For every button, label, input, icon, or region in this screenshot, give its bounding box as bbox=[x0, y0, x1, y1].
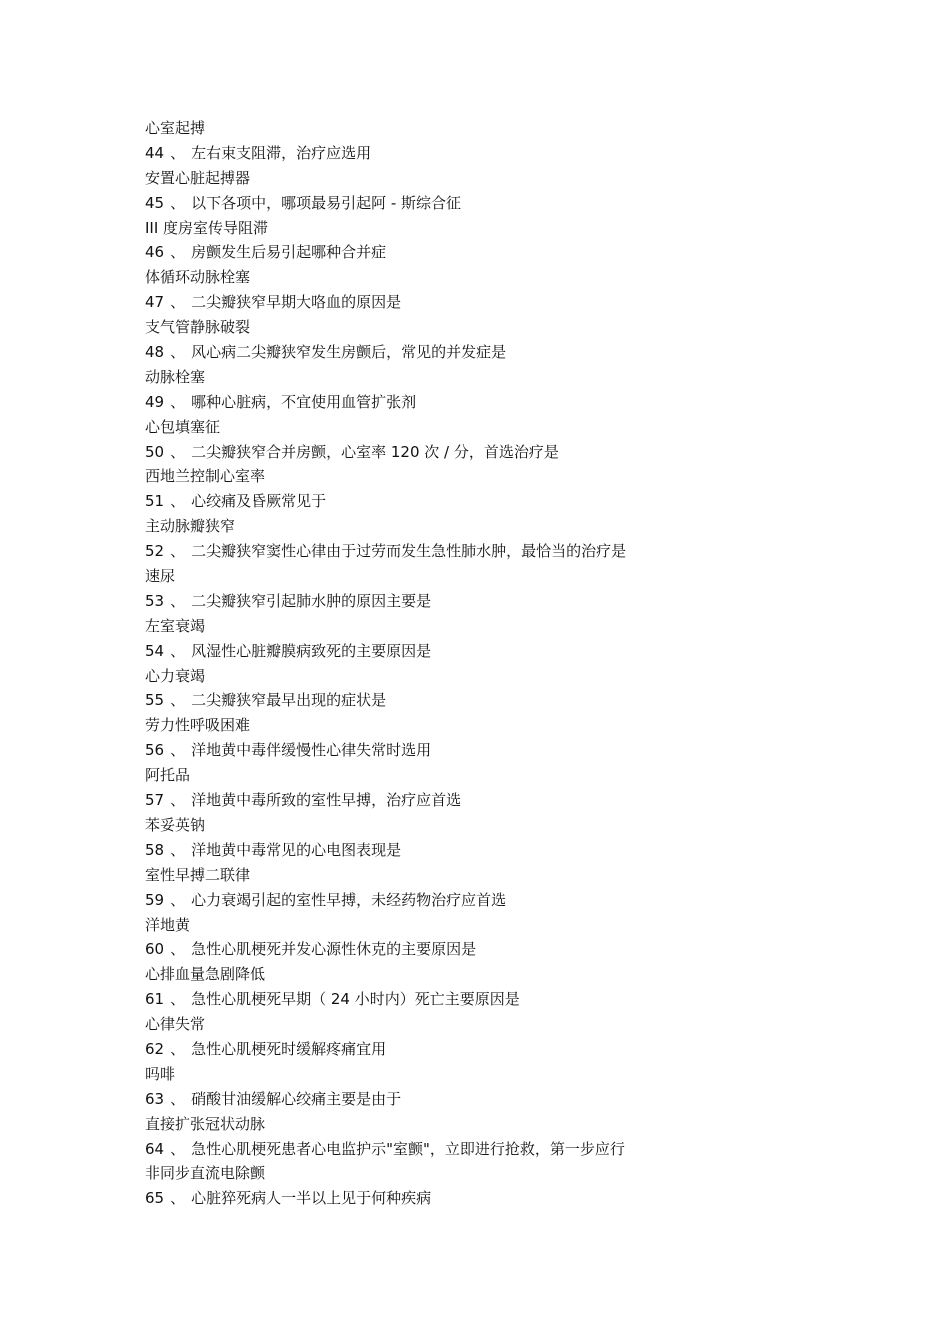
question-number: 47 bbox=[145, 293, 165, 312]
question-separator: 、 bbox=[170, 940, 186, 959]
question-text: 心脏猝死病人一半以上见于何种疾病 bbox=[191, 1189, 432, 1208]
question-text: 急性心肌梗死时缓解疼痛宜用 bbox=[191, 1039, 387, 1058]
question-line bbox=[145, 340, 865, 365]
question-separator: 、 bbox=[170, 392, 186, 411]
question-number: 60 bbox=[145, 940, 165, 959]
answer-line: 直接扩张冠状动脉 bbox=[145, 1114, 266, 1133]
question-text: 房颤发生后易引起哪种合并症 bbox=[191, 243, 387, 262]
question-separator: 、 bbox=[170, 691, 186, 710]
document-body bbox=[145, 116, 865, 1211]
answer-line: 支气管静脉破裂 bbox=[145, 318, 251, 337]
answer-line: 主动脉瓣狭窄 bbox=[145, 517, 236, 536]
question-separator: 、 bbox=[170, 343, 186, 362]
question-number: 55 bbox=[145, 691, 165, 710]
question-text: 洋地黄中毒常见的心电图表现是 bbox=[191, 840, 402, 859]
question-separator: 、 bbox=[170, 990, 186, 1009]
question-text: 急性心肌梗死并发心源性休克的主要原因是 bbox=[191, 940, 477, 959]
question-number: 65 bbox=[145, 1189, 165, 1208]
question-separator: 、 bbox=[170, 143, 186, 162]
question-text: 洋地黄中毒所致的室性早搏，治疗应首选 bbox=[191, 791, 462, 810]
question-number: 56 bbox=[145, 741, 165, 760]
question-text: 洋地黄中毒伴缓慢性心律失常时选用 bbox=[191, 741, 432, 760]
question-text: 急性心肌梗死患者心电监护示"室颤"，立即进行抢救，第一步应行 bbox=[191, 1139, 625, 1158]
question-number: 63 bbox=[145, 1089, 165, 1108]
question-line bbox=[145, 688, 865, 713]
question-text: 急性心肌梗死早期（ 24 小时内）死亡主要原因是 bbox=[191, 990, 520, 1009]
question-number: 54 bbox=[145, 641, 165, 660]
question-separator: 、 bbox=[170, 840, 186, 859]
question-text: 风心病二尖瓣狭窄发生房颤后，常见的并发症是 bbox=[191, 343, 507, 362]
answer-line: 心力衰竭 bbox=[145, 666, 206, 685]
question-number: 59 bbox=[145, 890, 165, 909]
question-number: 64 bbox=[145, 1139, 165, 1158]
question-separator: 、 bbox=[170, 293, 186, 312]
question-number: 53 bbox=[145, 591, 165, 610]
question-separator: 、 bbox=[170, 1089, 186, 1108]
question-line bbox=[145, 1137, 865, 1162]
answer-line: 劳力性呼吸困难 bbox=[145, 716, 251, 735]
question-separator: 、 bbox=[170, 741, 186, 760]
question-separator: 、 bbox=[170, 641, 186, 660]
question-text: 二尖瓣狭窄最早出现的症状是 bbox=[191, 691, 387, 710]
question-line bbox=[145, 589, 865, 614]
question-number: 52 bbox=[145, 542, 165, 561]
question-text: 二尖瓣狭窄窦性心律由于过劳而发生急性肺水肿，最恰当的治疗是 bbox=[191, 542, 627, 561]
question-line bbox=[145, 639, 865, 664]
question-number: 61 bbox=[145, 990, 165, 1009]
question-number: 50 bbox=[145, 442, 165, 461]
question-number: 57 bbox=[145, 791, 165, 810]
question-separator: 、 bbox=[170, 1189, 186, 1208]
answer-line: 室性早搏二联律 bbox=[145, 865, 251, 884]
question-text: 心绞痛及昏厥常见于 bbox=[191, 492, 327, 511]
question-line bbox=[145, 1087, 865, 1112]
question-separator: 、 bbox=[170, 193, 186, 212]
answer-line: 心律失常 bbox=[145, 1015, 206, 1034]
answer-line: 苯妥英钠 bbox=[145, 815, 206, 834]
question-number: 62 bbox=[145, 1039, 165, 1058]
question-line bbox=[145, 788, 865, 813]
question-line bbox=[145, 1186, 865, 1211]
answer-line: 心室起搏 bbox=[145, 119, 206, 137]
question-text: 二尖瓣狭窄引起肺水肿的原因主要是 bbox=[191, 591, 432, 610]
answer-line: 体循环动脉栓塞 bbox=[145, 268, 251, 287]
answer-line: 洋地黄 bbox=[145, 915, 191, 934]
question-number: 45 bbox=[145, 193, 165, 212]
answer-line: 心包填塞征 bbox=[145, 417, 221, 436]
question-line bbox=[145, 539, 865, 564]
question-text: 二尖瓣狭窄早期大咯血的原因是 bbox=[191, 293, 402, 312]
question-text: 心力衰竭引起的室性早搏，未经药物治疗应首选 bbox=[191, 890, 507, 909]
answer-line: III 度房室传导阻滞 bbox=[145, 218, 269, 237]
question-number: 46 bbox=[145, 243, 165, 262]
question-line bbox=[145, 489, 865, 514]
question-line bbox=[145, 440, 865, 465]
question-text: 硝酸甘油缓解心绞痛主要是由于 bbox=[191, 1089, 402, 1108]
question-line bbox=[145, 141, 865, 166]
question-separator: 、 bbox=[170, 1139, 186, 1158]
question-text: 左右束支阻滞，治疗应选用 bbox=[191, 143, 372, 162]
answer-line: 非同步直流电除颤 bbox=[145, 1164, 266, 1183]
question-line bbox=[145, 888, 865, 913]
question-text: 以下各项中，哪项最易引起阿 - 斯综合征 bbox=[191, 193, 462, 212]
question-number: 51 bbox=[145, 492, 165, 511]
question-text: 二尖瓣狭窄合并房颤，心室率 120 次 / 分，首选治疗是 bbox=[191, 442, 559, 461]
question-line bbox=[145, 191, 865, 216]
question-line bbox=[145, 838, 865, 863]
question-list bbox=[145, 141, 865, 1211]
answer-line: 左室衰竭 bbox=[145, 616, 206, 635]
question-text: 哪种心脏病，不宜使用血管扩张剂 bbox=[191, 392, 417, 411]
question-separator: 、 bbox=[170, 591, 186, 610]
answer-line: 速尿 bbox=[145, 567, 176, 586]
question-number: 48 bbox=[145, 343, 165, 362]
question-line bbox=[145, 240, 865, 265]
answer-line: 阿托品 bbox=[145, 766, 191, 785]
question-line bbox=[145, 987, 865, 1012]
question-number: 49 bbox=[145, 392, 165, 411]
question-line bbox=[145, 1037, 865, 1062]
answer-line: 心排血量急剧降低 bbox=[145, 965, 266, 984]
question-separator: 、 bbox=[170, 791, 186, 810]
question-separator: 、 bbox=[170, 542, 186, 561]
question-line bbox=[145, 937, 865, 962]
question-separator: 、 bbox=[170, 1039, 186, 1058]
question-separator: 、 bbox=[170, 492, 186, 511]
question-number: 44 bbox=[145, 143, 165, 162]
question-separator: 、 bbox=[170, 442, 186, 461]
question-separator: 、 bbox=[170, 890, 186, 909]
answer-line: 吗啡 bbox=[145, 1064, 176, 1083]
question-text: 风湿性心脏瓣膜病致死的主要原因是 bbox=[191, 641, 432, 660]
answer-line: 安置心脏起搏器 bbox=[145, 168, 251, 187]
question-separator: 、 bbox=[170, 243, 186, 262]
question-line bbox=[145, 738, 865, 763]
question-line bbox=[145, 390, 865, 415]
answer-line: 西地兰控制心室率 bbox=[145, 467, 266, 486]
question-line bbox=[145, 290, 865, 315]
answer-line: 动脉栓塞 bbox=[145, 367, 206, 386]
question-number: 58 bbox=[145, 840, 165, 859]
